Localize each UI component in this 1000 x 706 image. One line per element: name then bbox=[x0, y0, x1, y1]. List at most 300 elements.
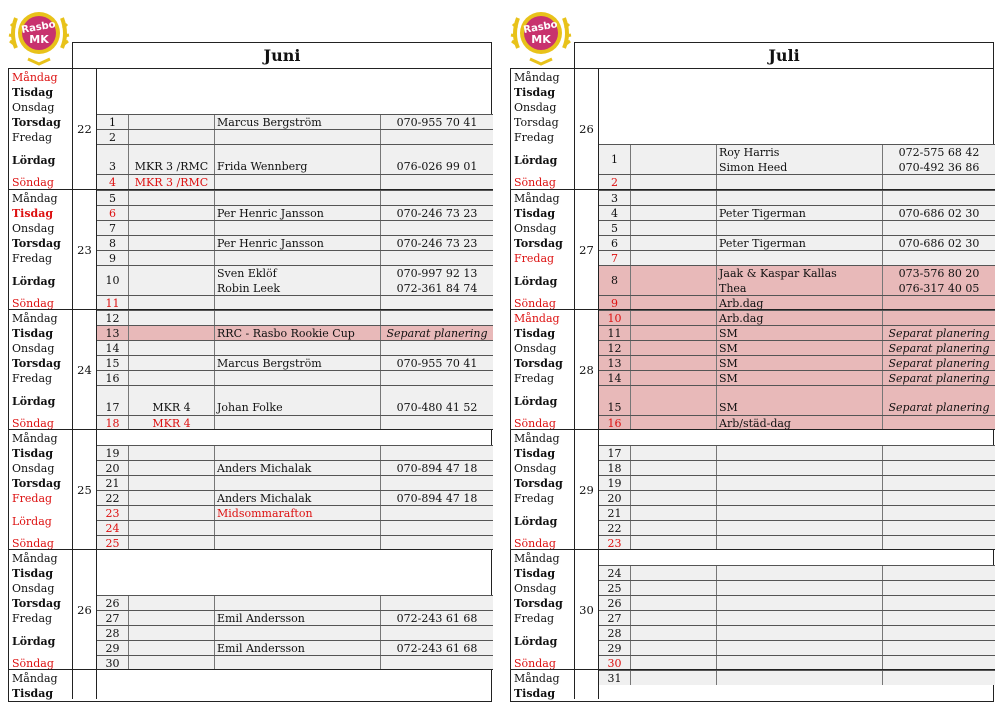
date-cell: 5 bbox=[599, 221, 631, 235]
phone-cell bbox=[381, 130, 493, 144]
weekday-column bbox=[511, 69, 575, 189]
schedule-row bbox=[97, 625, 493, 640]
schedule-row bbox=[599, 475, 995, 490]
schedule-row bbox=[599, 505, 995, 520]
week-number: 24 bbox=[73, 310, 97, 429]
name-cell bbox=[717, 221, 883, 235]
event-cell bbox=[631, 341, 717, 355]
schedule-row bbox=[599, 265, 995, 295]
schedule-row bbox=[97, 505, 493, 520]
date-cell: 12 bbox=[599, 341, 631, 355]
weekday-label: Söndag bbox=[12, 417, 54, 430]
date-cell: 24 bbox=[599, 566, 631, 580]
event-cell bbox=[631, 356, 717, 370]
phone-line: 070-492 36 86 bbox=[898, 160, 980, 174]
weekday-label: Lördag bbox=[514, 153, 558, 167]
phone-cell bbox=[883, 251, 995, 265]
weekday-label: Torsdag bbox=[12, 357, 61, 370]
date-cell: 16 bbox=[97, 371, 129, 385]
event-cell bbox=[631, 191, 717, 205]
weekday-label: Måndag bbox=[12, 312, 58, 325]
phone-cell bbox=[883, 191, 995, 205]
weekday-label: Onsdag bbox=[514, 101, 557, 114]
weekday-label: Fredag bbox=[12, 372, 53, 385]
phone-cell bbox=[883, 671, 995, 685]
weekday-label: Tisdag bbox=[12, 327, 54, 340]
date-cell: 31 bbox=[599, 671, 631, 685]
date-cell: 26 bbox=[97, 596, 129, 610]
schedule-row bbox=[97, 129, 493, 144]
phone-cell bbox=[381, 506, 493, 520]
phone-cell: 076-026 99 01 bbox=[396, 160, 478, 173]
event-cell bbox=[631, 611, 717, 625]
event-cell bbox=[129, 236, 215, 250]
schedule-row bbox=[97, 144, 493, 174]
schedule-row bbox=[97, 385, 493, 415]
date-cell: 8 bbox=[97, 236, 129, 250]
schedule-row bbox=[599, 655, 995, 670]
event-cell bbox=[129, 506, 215, 520]
name-cell bbox=[215, 371, 381, 385]
phone-cell: Separat planering bbox=[386, 326, 488, 340]
phone-cell bbox=[883, 626, 995, 640]
date-cell: 2 bbox=[599, 175, 631, 189]
event-cell bbox=[129, 596, 215, 610]
event-cell bbox=[631, 626, 717, 640]
event-cell bbox=[631, 521, 717, 535]
schedule-row bbox=[599, 610, 995, 625]
weekday-label: Fredag bbox=[514, 372, 555, 385]
name-cell: Anders Michalak bbox=[215, 491, 381, 505]
schedule-row bbox=[599, 370, 995, 385]
phone-cell bbox=[883, 296, 995, 310]
weekday-label: Söndag bbox=[12, 657, 54, 670]
date-cell: 21 bbox=[97, 476, 129, 490]
event-cell bbox=[129, 251, 215, 265]
weekday-label: Söndag bbox=[514, 417, 556, 430]
phone-cell bbox=[381, 175, 493, 189]
event-cell: MKR 3 /RMC bbox=[129, 145, 215, 174]
schedule-row bbox=[97, 610, 493, 625]
name-cell: Frida Wennberg bbox=[215, 145, 381, 174]
name-cell bbox=[215, 476, 381, 490]
phone-cell: Separat planering bbox=[888, 326, 990, 340]
phone-cell: 070-894 47 18 bbox=[396, 461, 478, 475]
event-cell bbox=[631, 266, 717, 295]
phone-cell bbox=[883, 175, 995, 189]
event-cell bbox=[631, 221, 717, 235]
schedule-row bbox=[599, 580, 995, 595]
club-logo bbox=[8, 4, 70, 66]
date-cell: 10 bbox=[97, 266, 129, 295]
week-number: 23 bbox=[73, 190, 97, 309]
date-cell: 4 bbox=[97, 175, 129, 189]
phone-cell: Separat planering bbox=[888, 356, 990, 370]
month-panel-june bbox=[4, 0, 494, 706]
week-block bbox=[511, 189, 995, 309]
svg-text:Rasbo: Rasbo bbox=[522, 19, 559, 36]
weekday-column bbox=[9, 430, 73, 549]
event-cell bbox=[631, 416, 717, 430]
weekday-label: Tisdag bbox=[12, 207, 54, 220]
schedule-row bbox=[97, 235, 493, 250]
name-cell bbox=[717, 191, 883, 205]
week-number: 25 bbox=[73, 430, 97, 549]
event-cell bbox=[129, 206, 215, 220]
name-cell: SM bbox=[717, 371, 883, 385]
schedule-row bbox=[599, 340, 995, 355]
date-cell: 19 bbox=[599, 476, 631, 490]
name-cell bbox=[717, 596, 883, 610]
schedule-row bbox=[97, 205, 493, 220]
event-cell bbox=[631, 566, 717, 580]
date-cell: 20 bbox=[599, 491, 631, 505]
date-cell: 25 bbox=[599, 581, 631, 595]
weekday-label: Tisdag bbox=[12, 567, 54, 580]
phone-cell bbox=[883, 611, 995, 625]
date-cell: 28 bbox=[97, 626, 129, 640]
date-cell: 3 bbox=[599, 191, 631, 205]
event-cell: MKR 4 bbox=[129, 386, 215, 415]
weekday-label: Söndag bbox=[12, 176, 54, 189]
weekday-label: Torsdag bbox=[514, 477, 563, 490]
event-cell bbox=[129, 626, 215, 640]
date-cell: 13 bbox=[599, 356, 631, 370]
name-cell: SM bbox=[717, 386, 883, 415]
name-cell bbox=[717, 175, 883, 189]
event-cell bbox=[129, 476, 215, 490]
event-cell bbox=[129, 221, 215, 235]
event-cell bbox=[129, 491, 215, 505]
name-cell: Marcus Bergström bbox=[215, 356, 381, 370]
phone-cell: 070-955 70 41 bbox=[396, 356, 478, 370]
date-cell: 22 bbox=[599, 521, 631, 535]
schedule-row bbox=[97, 370, 493, 385]
date-cell: 22 bbox=[97, 491, 129, 505]
phone-cell bbox=[381, 521, 493, 535]
schedule-row bbox=[599, 595, 995, 610]
schedule-row bbox=[599, 385, 995, 415]
schedule-row bbox=[599, 490, 995, 505]
name-cell bbox=[215, 130, 381, 144]
schedule-row bbox=[599, 205, 995, 220]
name-cell: Arb/städ-dag bbox=[717, 416, 883, 430]
event-cell bbox=[631, 296, 717, 310]
week-number: 26 bbox=[73, 550, 97, 669]
phone-cell bbox=[381, 311, 493, 325]
date-cell: 14 bbox=[97, 341, 129, 355]
phone-cell: 070-894 47 18 bbox=[396, 491, 478, 505]
schedule-row bbox=[599, 640, 995, 655]
date-cell: 18 bbox=[97, 416, 129, 430]
phone-cell bbox=[883, 446, 995, 460]
date-cell: 1 bbox=[599, 145, 631, 174]
name-cell bbox=[215, 536, 381, 550]
weekday-label: Söndag bbox=[514, 537, 556, 550]
phone-cell bbox=[883, 461, 995, 475]
date-cell: 29 bbox=[97, 641, 129, 655]
weekday-label: Lördag bbox=[12, 153, 56, 167]
phone-cell: 070-955 70 41 bbox=[396, 115, 478, 129]
name-cell: Anders Michalak bbox=[215, 461, 381, 475]
name-cell bbox=[215, 191, 381, 205]
schedule-row bbox=[97, 355, 493, 370]
svg-text:MK: MK bbox=[29, 33, 49, 46]
schedule-row bbox=[97, 114, 493, 129]
schedule-row bbox=[599, 310, 995, 325]
week-block bbox=[9, 549, 493, 669]
phone-cell bbox=[381, 626, 493, 640]
date-cell: 12 bbox=[97, 311, 129, 325]
date-cell: 11 bbox=[97, 296, 129, 310]
event-cell: MKR 4 bbox=[129, 416, 215, 430]
weekday-label: Söndag bbox=[12, 537, 54, 550]
date-cell: 13 bbox=[97, 326, 129, 340]
event-cell bbox=[631, 596, 717, 610]
event-cell bbox=[631, 386, 717, 415]
week-number: 22 bbox=[73, 69, 97, 189]
schedule-row bbox=[97, 595, 493, 610]
phone-cell bbox=[883, 266, 995, 295]
schedule-row bbox=[97, 250, 493, 265]
phone-cell bbox=[381, 596, 493, 610]
name-cell bbox=[717, 566, 883, 580]
weekday-label: Lördag bbox=[514, 274, 558, 288]
name-cell bbox=[717, 251, 883, 265]
date-cell: 9 bbox=[97, 251, 129, 265]
weekday-column bbox=[511, 190, 575, 309]
name-cell: Peter Tigerman bbox=[717, 236, 883, 250]
weekday-label: Söndag bbox=[514, 297, 556, 310]
date-cell: 26 bbox=[599, 596, 631, 610]
schedule-row bbox=[97, 460, 493, 475]
event-cell bbox=[129, 115, 215, 129]
name-cell bbox=[717, 626, 883, 640]
name-cell: Midsommarafton bbox=[215, 506, 381, 520]
name-line: Simon Heed bbox=[719, 160, 788, 174]
name-cell: SM bbox=[717, 341, 883, 355]
weekday-label: Måndag bbox=[514, 552, 560, 565]
name-cell bbox=[215, 266, 381, 295]
name-cell bbox=[215, 221, 381, 235]
event-cell bbox=[129, 641, 215, 655]
weekday-label: Fredag bbox=[12, 492, 53, 505]
event-cell bbox=[129, 341, 215, 355]
date-cell: 5 bbox=[97, 191, 129, 205]
weekday-column bbox=[511, 550, 575, 669]
weekday-label: Onsdag bbox=[12, 342, 55, 355]
name-line: Robin Leek bbox=[217, 281, 281, 295]
date-cell: 11 bbox=[599, 326, 631, 340]
weekday-label: Torsdag bbox=[12, 237, 61, 250]
schedule-row bbox=[599, 325, 995, 340]
name-cell bbox=[215, 251, 381, 265]
date-cell: 19 bbox=[97, 446, 129, 460]
schedule-row bbox=[97, 475, 493, 490]
date-cell: 21 bbox=[599, 506, 631, 520]
weekday-label: Torsdag bbox=[12, 597, 61, 610]
date-cell: 2 bbox=[97, 130, 129, 144]
weekday-label: Måndag bbox=[12, 432, 58, 445]
weekday-label: Onsdag bbox=[12, 582, 55, 595]
weekday-label: Måndag bbox=[12, 552, 58, 565]
name-cell bbox=[717, 461, 883, 475]
name-line: Sven Eklöf bbox=[217, 266, 277, 280]
date-cell: 15 bbox=[599, 386, 631, 415]
weekday-label: Onsdag bbox=[514, 342, 557, 355]
weekday-label: Torsdag bbox=[12, 477, 61, 490]
schedule-row bbox=[599, 220, 995, 235]
weekday-label: Torsdag bbox=[514, 597, 563, 610]
weekday-label: Måndag bbox=[514, 672, 560, 685]
schedule-row bbox=[97, 535, 493, 550]
event-cell bbox=[631, 326, 717, 340]
date-cell: 30 bbox=[599, 656, 631, 670]
date-cell: 4 bbox=[599, 206, 631, 220]
phone-cell bbox=[381, 476, 493, 490]
date-cell: 17 bbox=[97, 386, 129, 415]
name-cell bbox=[717, 656, 883, 670]
schedule-row bbox=[97, 295, 493, 310]
event-cell bbox=[129, 371, 215, 385]
schedule-row bbox=[599, 460, 995, 475]
weekday-column bbox=[9, 550, 73, 669]
week-number: 30 bbox=[575, 550, 599, 669]
week-block bbox=[9, 669, 493, 699]
weekday-label: Onsdag bbox=[12, 462, 55, 475]
phone-cell: 070-480 41 52 bbox=[396, 401, 478, 414]
phone-cell: 070-686 02 30 bbox=[898, 236, 980, 250]
weekday-label: Tisdag bbox=[514, 447, 556, 460]
weekday-label: Lördag bbox=[514, 394, 558, 408]
event-cell bbox=[631, 581, 717, 595]
weekday-label: Lördag bbox=[514, 634, 558, 648]
phone-cell bbox=[381, 536, 493, 550]
date-cell: 10 bbox=[599, 311, 631, 325]
schedule-row bbox=[97, 340, 493, 355]
weekday-label: Onsdag bbox=[514, 582, 557, 595]
phone-line: 073-576 80 20 bbox=[898, 266, 980, 280]
event-cell bbox=[631, 506, 717, 520]
event-cell bbox=[129, 191, 215, 205]
schedule-row bbox=[97, 490, 493, 505]
phone-cell bbox=[381, 371, 493, 385]
week-number: 28 bbox=[575, 310, 599, 429]
name-cell bbox=[215, 341, 381, 355]
name-cell bbox=[215, 446, 381, 460]
schedule-row bbox=[599, 250, 995, 265]
event-cell bbox=[631, 446, 717, 460]
weekday-label: Lördag bbox=[514, 514, 558, 528]
date-cell: 18 bbox=[599, 461, 631, 475]
weekday-label: Fredag bbox=[514, 612, 555, 625]
weekday-label: Torsdag bbox=[514, 237, 563, 250]
week-number: 27 bbox=[575, 190, 599, 309]
name-cell: Marcus Bergström bbox=[215, 115, 381, 129]
name-cell bbox=[717, 521, 883, 535]
weekday-label: Tisdag bbox=[514, 567, 556, 580]
weekday-label: Tisdag bbox=[12, 86, 54, 99]
event-cell bbox=[631, 461, 717, 475]
week-number: 26 bbox=[575, 69, 599, 189]
weekday-label: Tisdag bbox=[514, 207, 556, 220]
phone-cell: 072-243 61 68 bbox=[396, 611, 478, 625]
phone-cell bbox=[883, 581, 995, 595]
schedule-row bbox=[97, 325, 493, 340]
date-cell: 6 bbox=[97, 206, 129, 220]
event-cell bbox=[129, 521, 215, 535]
date-cell: 9 bbox=[599, 296, 631, 310]
weekday-label: Tisdag bbox=[514, 687, 556, 700]
weekday-label: Måndag bbox=[12, 71, 58, 84]
week-block bbox=[511, 669, 995, 699]
weekday-label: Onsdag bbox=[514, 222, 557, 235]
date-cell: 27 bbox=[599, 611, 631, 625]
weekday-label: Lördag bbox=[12, 394, 56, 408]
event-cell bbox=[129, 611, 215, 625]
date-cell: 1 bbox=[97, 115, 129, 129]
weekday-label: Lördag bbox=[12, 514, 52, 528]
phone-cell bbox=[883, 145, 995, 174]
svg-text:MK: MK bbox=[531, 33, 551, 46]
week-block bbox=[511, 549, 995, 669]
phone-cell: Separat planering bbox=[888, 371, 990, 385]
date-cell: 14 bbox=[599, 371, 631, 385]
weekday-label: Söndag bbox=[12, 297, 54, 310]
event-cell bbox=[631, 311, 717, 325]
weekday-label: Lördag bbox=[12, 274, 56, 288]
name-cell bbox=[215, 626, 381, 640]
date-cell: 25 bbox=[97, 536, 129, 550]
phone-cell bbox=[381, 221, 493, 235]
date-cell: 8 bbox=[599, 266, 631, 295]
weekday-label: Torsdag bbox=[12, 116, 61, 129]
phone-line: 072-361 84 74 bbox=[396, 281, 478, 295]
phone-cell bbox=[381, 656, 493, 670]
weekday-label: Söndag bbox=[514, 657, 556, 670]
month-panel-july bbox=[506, 0, 996, 706]
phone-cell bbox=[381, 191, 493, 205]
weekday-label: Måndag bbox=[12, 192, 58, 205]
event-cell bbox=[129, 656, 215, 670]
phone-cell: 070-246 73 23 bbox=[396, 236, 478, 250]
date-cell: 16 bbox=[599, 416, 631, 430]
schedule-row bbox=[599, 625, 995, 640]
weekday-label: Fredag bbox=[12, 252, 53, 265]
schedule-row bbox=[599, 295, 995, 310]
date-cell: 28 bbox=[599, 626, 631, 640]
schedule-row bbox=[97, 520, 493, 535]
name-cell bbox=[717, 506, 883, 520]
event-cell bbox=[129, 536, 215, 550]
week-block bbox=[9, 189, 493, 309]
name-line: Thea bbox=[719, 281, 747, 295]
schedule-row bbox=[97, 640, 493, 655]
weekday-label: Måndag bbox=[514, 432, 560, 445]
date-cell: 27 bbox=[97, 611, 129, 625]
name-cell bbox=[717, 145, 883, 174]
phone-line: 070-997 92 13 bbox=[396, 266, 478, 280]
event-cell bbox=[631, 656, 717, 670]
date-cell: 23 bbox=[599, 536, 631, 550]
weekday-label: Onsdag bbox=[514, 462, 557, 475]
date-cell: 24 bbox=[97, 521, 129, 535]
date-cell: 20 bbox=[97, 461, 129, 475]
week-block bbox=[9, 69, 493, 189]
schedule-row bbox=[599, 144, 995, 174]
weekday-label: Lördag bbox=[12, 634, 56, 648]
weekday-label: Måndag bbox=[514, 71, 560, 84]
